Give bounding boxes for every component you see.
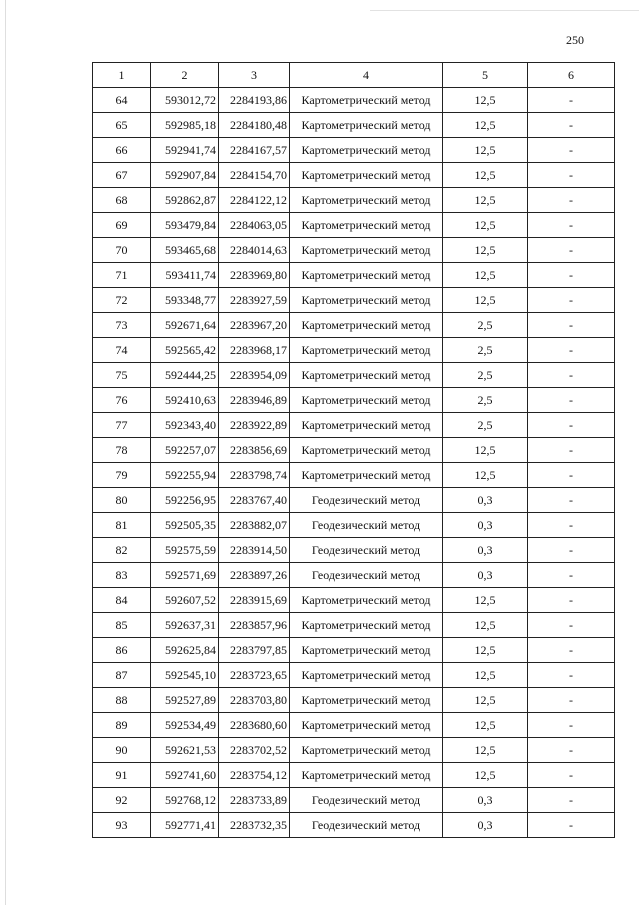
note-cell: - xyxy=(528,813,615,838)
table-row xyxy=(93,113,615,138)
note-cell: - xyxy=(528,513,615,538)
note-cell: - xyxy=(528,788,615,813)
method-cell: Картометрический метод xyxy=(290,738,443,763)
point-number-cell: 74 xyxy=(93,338,151,363)
point-number-cell: 71 xyxy=(93,263,151,288)
table-row xyxy=(93,463,615,488)
note-cell: - xyxy=(528,388,615,413)
table-row xyxy=(93,163,615,188)
point-number-cell: 86 xyxy=(93,638,151,663)
accuracy-cell: 12,5 xyxy=(443,263,528,288)
note-cell: - xyxy=(528,188,615,213)
x-coordinate-cell: 592505,35 xyxy=(151,513,219,538)
y-coordinate-cell: 2283856,69 xyxy=(219,438,290,463)
x-coordinate-cell: 592527,89 xyxy=(151,688,219,713)
accuracy-cell: 12,5 xyxy=(443,463,528,488)
method-cell: Картометрический метод xyxy=(290,713,443,738)
method-cell: Геодезический метод xyxy=(290,788,443,813)
point-number-cell: 80 xyxy=(93,488,151,513)
y-coordinate-cell: 2284122,12 xyxy=(219,188,290,213)
column-header: 3 xyxy=(219,63,290,88)
y-coordinate-cell: 2283857,96 xyxy=(219,613,290,638)
x-coordinate-cell: 592671,64 xyxy=(151,313,219,338)
point-number-cell: 65 xyxy=(93,113,151,138)
table-row xyxy=(93,638,615,663)
y-coordinate-cell: 2283702,52 xyxy=(219,738,290,763)
method-cell: Картометрический метод xyxy=(290,113,443,138)
table-row xyxy=(93,363,615,388)
accuracy-cell: 2,5 xyxy=(443,363,528,388)
point-number-cell: 89 xyxy=(93,713,151,738)
column-header: 1 xyxy=(93,63,151,88)
accuracy-cell: 12,5 xyxy=(443,763,528,788)
x-coordinate-cell: 592637,31 xyxy=(151,613,219,638)
method-cell: Картометрический метод xyxy=(290,388,443,413)
accuracy-cell: 12,5 xyxy=(443,113,528,138)
point-number-cell: 87 xyxy=(93,663,151,688)
accuracy-cell: 0,3 xyxy=(443,563,528,588)
accuracy-cell: 2,5 xyxy=(443,413,528,438)
accuracy-cell: 12,5 xyxy=(443,288,528,313)
point-number-cell: 82 xyxy=(93,538,151,563)
x-coordinate-cell: 593012,72 xyxy=(151,88,219,113)
point-number-cell: 92 xyxy=(93,788,151,813)
note-cell: - xyxy=(528,763,615,788)
accuracy-cell: 12,5 xyxy=(443,638,528,663)
point-number-cell: 78 xyxy=(93,438,151,463)
accuracy-cell: 12,5 xyxy=(443,88,528,113)
accuracy-cell: 12,5 xyxy=(443,213,528,238)
x-coordinate-cell: 592255,94 xyxy=(151,463,219,488)
method-cell: Картометрический метод xyxy=(290,413,443,438)
note-cell: - xyxy=(528,663,615,688)
y-coordinate-cell: 2283732,35 xyxy=(219,813,290,838)
method-cell: Картометрический метод xyxy=(290,438,443,463)
column-header: 4 xyxy=(290,63,443,88)
point-number-cell: 70 xyxy=(93,238,151,263)
method-cell: Геодезический метод xyxy=(290,813,443,838)
method-cell: Картометрический метод xyxy=(290,238,443,263)
accuracy-cell: 0,3 xyxy=(443,788,528,813)
y-coordinate-cell: 2284014,63 xyxy=(219,238,290,263)
point-number-cell: 73 xyxy=(93,313,151,338)
y-coordinate-cell: 2283723,65 xyxy=(219,663,290,688)
accuracy-cell: 12,5 xyxy=(443,588,528,613)
accuracy-cell: 12,5 xyxy=(443,663,528,688)
x-coordinate-cell: 592534,49 xyxy=(151,713,219,738)
table-row xyxy=(93,513,615,538)
y-coordinate-cell: 2283946,89 xyxy=(219,388,290,413)
x-coordinate-cell: 592768,12 xyxy=(151,788,219,813)
y-coordinate-cell: 2283967,20 xyxy=(219,313,290,338)
y-coordinate-cell: 2283922,89 xyxy=(219,413,290,438)
column-header: 2 xyxy=(151,63,219,88)
note-cell: - xyxy=(528,613,615,638)
table-body xyxy=(93,88,615,838)
y-coordinate-cell: 2284193,86 xyxy=(219,88,290,113)
y-coordinate-cell: 2283798,74 xyxy=(219,463,290,488)
method-cell: Картометрический метод xyxy=(290,463,443,488)
table-row xyxy=(93,713,615,738)
method-cell: Геодезический метод xyxy=(290,563,443,588)
y-coordinate-cell: 2284063,05 xyxy=(219,213,290,238)
note-cell: - xyxy=(528,263,615,288)
point-number-cell: 79 xyxy=(93,463,151,488)
y-coordinate-cell: 2284154,70 xyxy=(219,163,290,188)
point-number-cell: 84 xyxy=(93,588,151,613)
x-coordinate-cell: 593479,84 xyxy=(151,213,219,238)
y-coordinate-cell: 2283733,89 xyxy=(219,788,290,813)
accuracy-cell: 2,5 xyxy=(443,313,528,338)
x-coordinate-cell: 592545,10 xyxy=(151,663,219,688)
method-cell: Картометрический метод xyxy=(290,763,443,788)
table-row xyxy=(93,738,615,763)
column-header: 6 xyxy=(528,63,615,88)
x-coordinate-cell: 592941,74 xyxy=(151,138,219,163)
method-cell: Картометрический метод xyxy=(290,213,443,238)
point-number-cell: 77 xyxy=(93,413,151,438)
note-cell: - xyxy=(528,463,615,488)
x-coordinate-cell: 592575,59 xyxy=(151,538,219,563)
method-cell: Картометрический метод xyxy=(290,288,443,313)
y-coordinate-cell: 2284167,57 xyxy=(219,138,290,163)
table-row xyxy=(93,188,615,213)
table-row xyxy=(93,313,615,338)
method-cell: Картометрический метод xyxy=(290,638,443,663)
note-cell: - xyxy=(528,238,615,263)
page-number: 250 xyxy=(566,33,584,47)
x-coordinate-cell: 592771,41 xyxy=(151,813,219,838)
x-coordinate-cell: 592862,87 xyxy=(151,188,219,213)
note-cell: - xyxy=(528,288,615,313)
table-row xyxy=(93,688,615,713)
accuracy-cell: 12,5 xyxy=(443,188,528,213)
method-cell: Картометрический метод xyxy=(290,688,443,713)
accuracy-cell: 0,3 xyxy=(443,513,528,538)
note-cell: - xyxy=(528,363,615,388)
x-coordinate-cell: 592565,42 xyxy=(151,338,219,363)
x-coordinate-cell: 593348,77 xyxy=(151,288,219,313)
accuracy-cell: 0,3 xyxy=(443,488,528,513)
accuracy-cell: 0,3 xyxy=(443,813,528,838)
table-row xyxy=(93,588,615,613)
point-number-cell: 67 xyxy=(93,163,151,188)
accuracy-cell: 12,5 xyxy=(443,238,528,263)
table-row xyxy=(93,563,615,588)
method-cell: Картометрический метод xyxy=(290,338,443,363)
note-cell: - xyxy=(528,338,615,363)
note-cell: - xyxy=(528,538,615,563)
coordinates-table xyxy=(92,62,615,838)
method-cell: Картометрический метод xyxy=(290,138,443,163)
x-coordinate-cell: 592907,84 xyxy=(151,163,219,188)
point-number-cell: 68 xyxy=(93,188,151,213)
table-row xyxy=(93,438,615,463)
y-coordinate-cell: 2283882,07 xyxy=(219,513,290,538)
method-cell: Картометрический метод xyxy=(290,663,443,688)
note-cell: - xyxy=(528,638,615,663)
x-coordinate-cell: 592256,95 xyxy=(151,488,219,513)
y-coordinate-cell: 2283969,80 xyxy=(219,263,290,288)
x-coordinate-cell: 593465,68 xyxy=(151,238,219,263)
note-cell: - xyxy=(528,313,615,338)
note-cell: - xyxy=(528,138,615,163)
x-coordinate-cell: 592444,25 xyxy=(151,363,219,388)
note-cell: - xyxy=(528,163,615,188)
x-coordinate-cell: 592343,40 xyxy=(151,413,219,438)
accuracy-cell: 2,5 xyxy=(443,388,528,413)
x-coordinate-cell: 593411,74 xyxy=(151,263,219,288)
column-header: 5 xyxy=(443,63,528,88)
accuracy-cell: 12,5 xyxy=(443,713,528,738)
y-coordinate-cell: 2283968,17 xyxy=(219,338,290,363)
note-cell: - xyxy=(528,438,615,463)
accuracy-cell: 12,5 xyxy=(443,688,528,713)
y-coordinate-cell: 2284180,48 xyxy=(219,113,290,138)
point-number-cell: 76 xyxy=(93,388,151,413)
scan-edge-top xyxy=(370,10,639,11)
point-number-cell: 81 xyxy=(93,513,151,538)
table-row xyxy=(93,213,615,238)
point-number-cell: 66 xyxy=(93,138,151,163)
note-cell: - xyxy=(528,688,615,713)
x-coordinate-cell: 592257,07 xyxy=(151,438,219,463)
table-row xyxy=(93,413,615,438)
point-number-cell: 69 xyxy=(93,213,151,238)
y-coordinate-cell: 2283767,40 xyxy=(219,488,290,513)
table-row xyxy=(93,288,615,313)
note-cell: - xyxy=(528,113,615,138)
table-row xyxy=(93,88,615,113)
table-row xyxy=(93,613,615,638)
table-row xyxy=(93,813,615,838)
table-header-row xyxy=(93,63,615,88)
y-coordinate-cell: 2283754,12 xyxy=(219,763,290,788)
y-coordinate-cell: 2283797,85 xyxy=(219,638,290,663)
accuracy-cell: 0,3 xyxy=(443,538,528,563)
method-cell: Геодезический метод xyxy=(290,538,443,563)
note-cell: - xyxy=(528,713,615,738)
point-number-cell: 83 xyxy=(93,563,151,588)
point-number-cell: 91 xyxy=(93,763,151,788)
method-cell: Картометрический метод xyxy=(290,163,443,188)
method-cell: Картометрический метод xyxy=(290,188,443,213)
y-coordinate-cell: 2283927,59 xyxy=(219,288,290,313)
point-number-cell: 88 xyxy=(93,688,151,713)
y-coordinate-cell: 2283914,50 xyxy=(219,538,290,563)
table-row xyxy=(93,263,615,288)
method-cell: Картометрический метод xyxy=(290,363,443,388)
table-row xyxy=(93,138,615,163)
point-number-cell: 85 xyxy=(93,613,151,638)
method-cell: Картометрический метод xyxy=(290,88,443,113)
table-row xyxy=(93,763,615,788)
y-coordinate-cell: 2283897,26 xyxy=(219,563,290,588)
accuracy-cell: 2,5 xyxy=(443,338,528,363)
note-cell: - xyxy=(528,413,615,438)
accuracy-cell: 12,5 xyxy=(443,138,528,163)
note-cell: - xyxy=(528,213,615,238)
table-row xyxy=(93,388,615,413)
method-cell: Картометрический метод xyxy=(290,588,443,613)
y-coordinate-cell: 2283703,80 xyxy=(219,688,290,713)
point-number-cell: 93 xyxy=(93,813,151,838)
x-coordinate-cell: 592741,60 xyxy=(151,763,219,788)
accuracy-cell: 12,5 xyxy=(443,163,528,188)
table-row xyxy=(93,788,615,813)
point-number-cell: 64 xyxy=(93,88,151,113)
point-number-cell: 75 xyxy=(93,363,151,388)
accuracy-cell: 12,5 xyxy=(443,738,528,763)
table-row xyxy=(93,238,615,263)
table-row xyxy=(93,488,615,513)
point-number-cell: 72 xyxy=(93,288,151,313)
accuracy-cell: 12,5 xyxy=(443,438,528,463)
note-cell: - xyxy=(528,88,615,113)
method-cell: Геодезический метод xyxy=(290,513,443,538)
accuracy-cell: 12,5 xyxy=(443,613,528,638)
y-coordinate-cell: 2283915,69 xyxy=(219,588,290,613)
note-cell: - xyxy=(528,563,615,588)
x-coordinate-cell: 592607,52 xyxy=(151,588,219,613)
x-coordinate-cell: 592571,69 xyxy=(151,563,219,588)
note-cell: - xyxy=(528,588,615,613)
method-cell: Картометрический метод xyxy=(290,313,443,338)
method-cell: Картометрический метод xyxy=(290,613,443,638)
x-coordinate-cell: 592625,84 xyxy=(151,638,219,663)
y-coordinate-cell: 2283954,09 xyxy=(219,363,290,388)
y-coordinate-cell: 2283680,60 xyxy=(219,713,290,738)
note-cell: - xyxy=(528,488,615,513)
x-coordinate-cell: 592621,53 xyxy=(151,738,219,763)
method-cell: Картометрический метод xyxy=(290,263,443,288)
table-row xyxy=(93,663,615,688)
note-cell: - xyxy=(528,738,615,763)
scan-edge-left xyxy=(5,0,6,905)
x-coordinate-cell: 592410,63 xyxy=(151,388,219,413)
x-coordinate-cell: 592985,18 xyxy=(151,113,219,138)
method-cell: Геодезический метод xyxy=(290,488,443,513)
point-number-cell: 90 xyxy=(93,738,151,763)
table-row xyxy=(93,338,615,363)
table-row xyxy=(93,538,615,563)
